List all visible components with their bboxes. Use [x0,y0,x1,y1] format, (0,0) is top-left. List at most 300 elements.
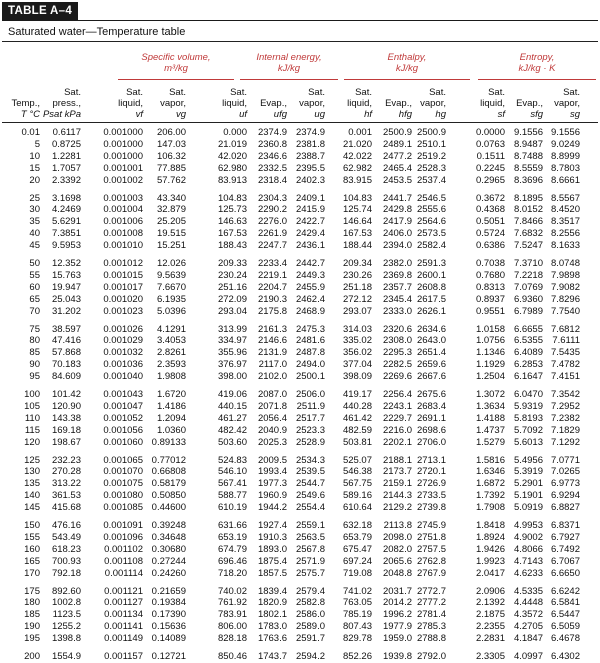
table-cell: 2528.3 [416,162,446,174]
table-cell: 2449.3 [295,269,325,281]
table-cell: 7.6111 [552,335,580,347]
table-cell: 2395.5 [295,162,325,174]
group-header-enthalpy [344,52,470,74]
table-cell: 6.4302 [550,651,580,662]
table-cell: 6.7492 [550,543,580,555]
table-cell: 0.34648 [151,531,186,543]
table-cell: 1893.0 [257,543,287,555]
table-cell: 38.597 [51,323,81,335]
table-cell: 2295.3 [382,347,412,359]
table-cell: 0.001065 [103,454,143,466]
table-cell: 2600.1 [416,269,446,281]
table-cell: 7.6670 [156,281,186,293]
table-cell: 2500.9 [416,127,446,138]
table-cell: 2575.7 [295,567,325,579]
table-cell: 2494.0 [295,359,325,371]
table-cell: 0.001029 [103,335,143,347]
table-cell: 4.1291 [156,323,186,335]
table-cell: 7.2382 [550,412,580,424]
table-cell: 0.001 [348,127,372,138]
table-cell: 8.9487 [513,138,543,150]
table-cell: 2374.9 [295,127,325,138]
group-header-title: Entropy, [519,52,555,63]
table-cell: 2388.7 [295,150,325,162]
table-cell: 376.97 [217,359,247,371]
table-cell: 180 [24,597,40,609]
table-row [0,586,600,598]
table-cell: 270.28 [51,466,81,478]
table-cell: 2216.0 [382,424,412,436]
table-cell: 2065.6 [382,555,412,567]
table-cell: 8.1633 [550,240,580,252]
table-cell: 70 [29,305,40,317]
table-cell: 9.5639 [156,269,186,281]
table-cell: 415.68 [51,502,81,514]
table-cell: 0.14089 [151,633,186,645]
table-cell: 2683.4 [416,400,446,412]
table-cell: 2589.0 [295,621,325,633]
column-header-line: hfg [398,109,412,120]
table-cell: 4.1847 [513,633,543,645]
table-cell: 188.43 [217,240,247,252]
table-cell: 2233.4 [257,258,287,269]
table-cell: 20 [29,174,40,186]
table-cell: 2465.4 [382,162,412,174]
column-header [530,87,580,120]
table-row [0,240,600,252]
group-rule-entropy [478,79,596,80]
table-cell: 2.3392 [51,174,81,186]
table-row [0,127,600,139]
table-cell: 1123.5 [52,609,81,621]
group-header-title: Enthalpy, [387,52,427,63]
table-cell: 6.9360 [513,293,543,305]
table-cell: 461.42 [342,412,372,424]
table-cell: 0.6386 [475,240,505,252]
table-cell: 6.9773 [550,478,580,490]
table-cell: 2475.3 [295,323,325,335]
column-header-line: Sat. [308,87,325,98]
table-cell: 8.3696 [513,174,543,186]
table-cell: 7.6832 [513,228,543,240]
table-row [0,228,600,240]
table-cell: 230.24 [217,269,247,281]
table-cell: 120 [24,436,40,448]
table-cell: 696.46 [217,555,247,567]
table-row [0,413,600,425]
table-cell: 2544.7 [295,478,325,490]
table-cell: 3.1698 [51,192,81,204]
table-cell: 15 [29,162,40,174]
table-row [0,466,600,478]
table-cell: 5.9319 [513,400,543,412]
column-header-line: Evap., [516,98,543,109]
table-cell: 7.3851 [51,228,81,240]
table-cell: 525.07 [342,454,372,466]
table-cell: 0.21659 [151,585,186,597]
table-cell: 6.6242 [550,585,580,597]
table-cell: 2318.4 [257,174,287,186]
table-cell: 100 [24,389,40,400]
table-cell: 2777.2 [416,597,446,609]
table-cell: 2453.5 [382,174,412,186]
group-header-internal-energy [240,52,338,74]
table-cell: 21.020 [342,138,372,150]
table-cell: 2546.5 [416,192,446,204]
table-cell: 2014.2 [382,597,412,609]
table-cell: 0.001102 [104,543,143,555]
table-cell: 0.001001 [103,162,143,174]
table-row [0,609,600,621]
table-cell: 65 [29,293,40,305]
table-cell: 2031.7 [382,585,412,597]
table-cell: 0.001002 [103,174,143,186]
table-cell: 2579.4 [295,585,325,597]
table-cell: 6.5841 [550,597,580,609]
table-cell: 57.868 [51,347,81,359]
table-cell: 0.15636 [151,621,186,633]
table-row [0,175,600,187]
table-cell: 2442.7 [295,258,325,269]
table-cell: 104.83 [342,192,372,204]
table-cell: 2333.0 [382,305,412,317]
table-cell: 5.2901 [513,478,543,490]
table-cell: 334.97 [217,335,247,347]
table-cell: 7.7540 [550,305,580,317]
table-cell: 140 [24,490,40,502]
table-cell: 6.5355 [513,335,543,347]
table-cell: 783.91 [217,609,247,621]
column-header-line: Evap., [385,98,412,109]
table-cell: 2161.3 [257,323,287,335]
table-cell: 567.75 [342,478,372,490]
table-row [0,568,600,580]
table-cell: 6.4089 [513,347,543,359]
table-cell: 2537.4 [416,174,446,186]
table-cell: 2144.3 [382,490,412,502]
table-row [0,633,600,645]
table-cell: 4.8066 [513,543,543,555]
table-cell: 1.4188 [475,412,505,424]
table-cell: 5.7092 [513,424,543,436]
table-cell: 2713.1 [416,454,446,466]
table-cell: 1.8418 [475,520,505,531]
table-cell: 719.08 [342,567,372,579]
table-cell: 2.1875 [475,609,505,621]
table-cell: 6.7989 [513,305,543,317]
table-cell: 653.19 [217,531,247,543]
table-cell: 2394.0 [382,240,412,252]
table-row [0,324,600,336]
table-cell: 230.26 [342,269,372,281]
table-cell: 8.0152 [513,204,543,216]
table-cell: 125 [24,454,40,466]
table-cell: 7.8466 [513,216,543,228]
table-cell: 19.515 [156,228,186,240]
table-cell: 5.8193 [513,412,543,424]
table-cell: 1.3634 [475,400,505,412]
table-cell: 2247.7 [257,240,287,252]
group-header-entropy [478,52,596,74]
table-cell: 15.763 [51,269,81,281]
table-cell: 2320.6 [382,323,412,335]
table-cell: 0.7680 [475,269,505,281]
table-cell: 2098.0 [382,531,412,543]
table-cell: 610.64 [342,502,372,514]
table-cell: 2406.0 [382,228,412,240]
table-cell: 0.27244 [151,555,186,567]
table-cell: 718.20 [217,567,247,579]
table-cell: 763.05 [342,597,372,609]
table-cell: 2441.7 [382,192,412,204]
table-cell: 2564.6 [416,216,446,228]
table-row [0,151,600,163]
table-cell: 2.2355 [475,621,505,633]
table-cell: 1993.4 [257,466,287,478]
table-cell: 524.83 [217,454,247,466]
table-cell: 1977.3 [257,478,287,490]
table-cell: 2511.9 [296,400,325,412]
table-cell: 356.02 [342,347,372,359]
table-cell: 272.09 [217,293,247,305]
table-cell: 104.83 [217,192,247,204]
table-cell: 2739.8 [416,502,446,514]
table-cell: 2131.9 [257,347,287,359]
table-cell: 110 [24,412,40,424]
table-cell: 209.33 [217,258,247,269]
table-cell: 2369.8 [382,269,412,281]
table-cell: 0.001070 [103,466,143,478]
table-cell: 0.000 [223,127,247,138]
table-cell: 1820.9 [257,597,287,609]
table-cell: 2745.9 [416,520,446,531]
table-cell: 2772.7 [416,585,446,597]
table-cell: 2455.9 [295,281,325,293]
table-cell: 2675.6 [416,389,446,400]
table-cell: 335.02 [342,335,372,347]
table-row [0,371,600,383]
table-cell: 2290.2 [257,204,287,216]
table-cell: 105 [24,400,40,412]
table-cell: 313.99 [217,323,247,335]
table-cell: 482.42 [217,424,247,436]
table-cell: 2159.1 [382,478,412,490]
table-cell: 1960.9 [257,490,287,502]
table-cell: 852.26 [342,651,372,662]
table-cell: 2256.4 [382,389,412,400]
table-cell: 2243.1 [382,400,412,412]
column-header [136,87,186,120]
table-cell: 2071.8 [257,400,287,412]
table-cell: 2643.0 [416,335,446,347]
table-row [0,597,600,609]
table-cell: 2762.8 [416,555,446,567]
table-cell: 2517.7 [295,412,325,424]
table-cell: 146.63 [217,216,247,228]
table-cell: 30 [29,204,40,216]
table-cell: 2102.0 [257,371,287,383]
table-cell: 2056.4 [257,412,287,424]
table-cell: 0.001032 [103,347,143,359]
table-row [0,359,600,371]
table-cell: 2698.6 [416,424,446,436]
table-cell: 0.001108 [104,555,143,567]
table-cell: 6.7067 [550,555,580,567]
table-cell: 4.2705 [513,621,543,633]
table-cell: 0.66808 [151,466,186,478]
table-row [0,335,600,347]
table-cell: 5.0919 [513,502,543,514]
table-cell: 2173.7 [382,466,412,478]
table-cell: 145 [24,502,40,514]
table-cell: 1783.0 [257,621,287,633]
column-header-line: press., [52,98,81,109]
table-cell: 1802.1 [257,609,287,621]
table-cell: 1.8924 [475,531,505,543]
table-cell: 0.001003 [103,192,143,204]
table-cell: 2308.0 [382,335,412,347]
table-title: Saturated water—Temperature table [8,26,186,38]
table-cell: 21.019 [217,138,247,150]
column-header-line: ug [314,109,325,120]
table-cell: 1.0158 [475,323,505,335]
table-cell: 2788.8 [416,633,446,645]
table-cell: 440.28 [342,400,372,412]
table-cell: 482.59 [342,424,372,436]
table-cell: 2282.5 [382,359,412,371]
column-header-line: sfg [530,109,543,120]
table-cell: 2219.1 [257,269,287,281]
table-cell: 19.947 [51,281,81,293]
table-cell: 143.38 [51,412,81,424]
table-cell: 2402.3 [295,174,325,186]
table-cell: 2634.6 [416,323,446,335]
table-cell: 9.1556 [513,127,543,138]
table-cell: 2188.1 [382,454,412,466]
table-cell: 2659.6 [416,359,446,371]
table-cell: 618.23 [51,543,81,555]
table-cell: 101.42 [51,389,81,400]
table-cell: 2667.6 [416,371,446,383]
table-row [0,621,600,633]
table-cell: 190 [24,621,40,633]
table-cell: 83.913 [217,174,247,186]
table-cell: 0.001040 [103,371,143,383]
table-cell: 198.67 [51,436,81,448]
group-rule-internal-energy [240,79,338,80]
table-cell: 125.74 [342,204,372,216]
table-cell: 828.18 [217,633,247,645]
table-cell: 8.4520 [550,204,580,216]
table-cell: 6.1647 [513,371,543,383]
table-cell: 4.3572 [513,609,543,621]
table-cell: 2489.1 [382,138,412,150]
table-cell: 761.92 [217,597,247,609]
table-cell: 293.04 [217,305,247,317]
table-cell: 95 [29,371,40,383]
table-cell: 2.0417 [475,567,505,579]
table-cell: 2510.1 [416,138,446,150]
table-cell: 2591.7 [295,633,325,645]
table-cell: 130 [24,466,40,478]
table-cell: 251.18 [342,281,372,293]
table-cell: 2591.3 [416,258,446,269]
table-cell: 8.5559 [513,162,543,174]
table-cell: 1944.2 [257,502,287,514]
group-header-title: Internal energy, [256,52,322,63]
column-header-line: T °C [20,109,40,120]
table-cell: 1927.4 [257,520,287,531]
table-cell: 6.5447 [550,609,580,621]
table-cell: 4.9953 [513,520,543,531]
column-header [396,87,446,120]
table-cell: 0.001149 [104,633,143,645]
table-cell: 503.60 [217,436,247,448]
table-cell: 1857.5 [257,567,287,579]
table-cell: 1939.8 [382,651,412,662]
table-cell: 2706.0 [416,436,446,448]
table-cell: 2113.8 [383,520,412,531]
table-cell: 675.47 [342,543,372,555]
column-header-line: Temp., [11,98,40,109]
table-cell: 1.1346 [475,347,505,359]
table-row [0,258,600,270]
table-cell: 0.0000 [475,127,505,138]
table-cell: 7.0769 [513,281,543,293]
table-cell: 4.5335 [513,585,543,597]
table-cell: 2190.3 [257,293,287,305]
table-cell: 1.9426 [475,543,505,555]
table-cell: 7.5435 [550,347,580,359]
table-cell: 2202.1 [382,436,412,448]
column-header [275,87,325,120]
table-cell: 8.0748 [550,258,580,269]
group-rule-specific-volume [118,79,234,80]
table-cell: 1875.4 [257,555,287,567]
table-cell: 0.17390 [151,609,186,621]
table-cell: 503.81 [342,436,372,448]
table-cell: 251.16 [217,281,247,293]
table-cell: 12.352 [51,258,81,269]
table-cell: 75 [29,323,40,335]
table-cell: 70.183 [51,359,81,371]
table-cell: 0.12721 [151,651,186,662]
column-header-line: Sat. [169,87,186,98]
table-cell: 0.001015 [103,269,143,281]
table-cell: 8.5567 [550,192,580,204]
table-cell: 2539.5 [295,466,325,478]
table-cell: 0.89133 [151,436,186,448]
table-cell: 4.4448 [513,597,543,609]
table-cell: 2269.6 [382,371,412,383]
table-cell: 1.2281 [51,150,81,162]
table-cell: 0.30680 [151,543,186,555]
table-cell: 850.46 [217,651,247,662]
table-cell: 2767.9 [416,567,446,579]
table-row [0,204,600,216]
table-cell: 2506.0 [295,389,325,400]
table-cell: 32.879 [156,204,186,216]
table-cell: 0.8313 [475,281,505,293]
table-row [0,490,600,502]
group-header-title: Specific volume, [141,52,211,63]
table-cell: 0.6117 [52,127,81,138]
table-cell: 2346.6 [257,150,287,162]
table-cell: 7.9898 [550,269,580,281]
table-cell: 588.77 [217,490,247,502]
table-cell: 43.340 [156,192,186,204]
table-row [0,347,600,359]
